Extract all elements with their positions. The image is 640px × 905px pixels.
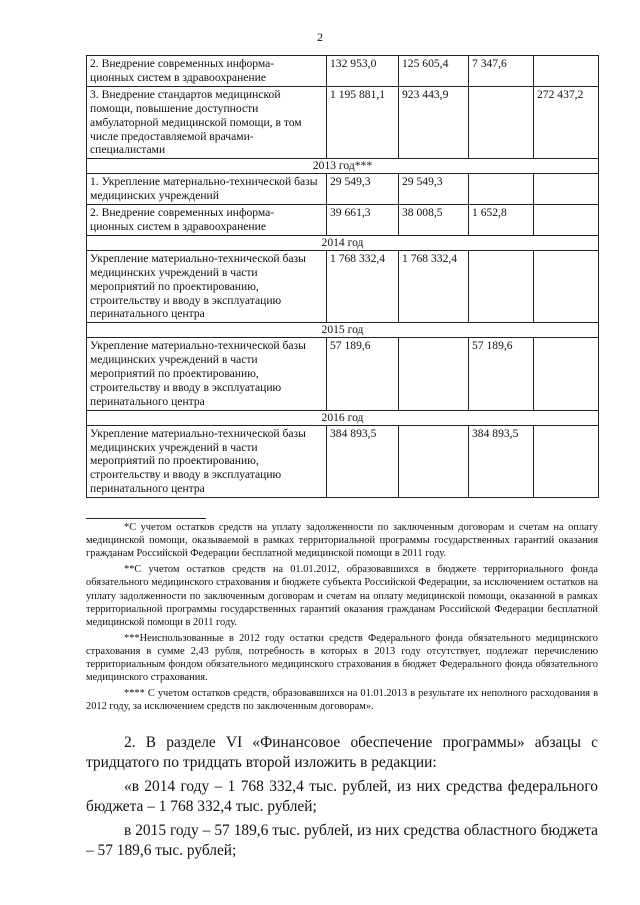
amount-cell (534, 174, 599, 205)
year-row (87, 410, 599, 425)
measure-name-cell: Укрепление материально-технической базы медицинских учреждений в части мероприятий по проектированию, строительству и вводу в эксплуатацию перинатального центра (87, 425, 327, 498)
amount-cell: 384 893,5 (327, 425, 399, 498)
year-heading: 2014 год (87, 235, 599, 250)
amount-cell (469, 250, 534, 323)
footnote-2: **С учетом остатков средств на 01.01.2012, образовавшихся в бюджете территориального фонда обязательного медицинского страхования и бюджете субъекта Российской Федерации, за исключением остатков на уплату задолженности по заключенным договорам и счетам на оплату медицинской помощи, оказанной в рамках территориальной программы государственных гарантий оказания гражданам Российской Федерации бесплатной медицинской помощи в 2011 году. (86, 564, 598, 628)
measure-name-cell: 1. Укрепление материально-технической базы медицинских учреждений (87, 174, 327, 205)
amount-cell: 57 189,6 (469, 338, 534, 411)
amount-cell: 923 443,9 (399, 86, 469, 159)
table-row (87, 425, 599, 498)
page-number: 2 (317, 30, 323, 44)
body-paragraph-3: в 2015 году – 57 189,6 тыс. рублей, из них средства областного бюджета – 57 189,6 тыс. рублей; (86, 822, 598, 860)
measure-name-cell: Укрепление материально-технической базы медицинских учреждений в части мероприятий по проектированию, строительству и вводу в эксплуатацию перинатального центра (87, 338, 327, 411)
table-row (87, 205, 599, 236)
amount-cell (534, 56, 599, 87)
amount-cell: 7 347,6 (469, 56, 534, 87)
year-heading: 2015 год (87, 323, 599, 338)
footnote-separator (86, 518, 206, 519)
body-paragraph-1: 2. В разделе VI «Финансовое обеспечение программы» абзацы с тридцатого по тридцать второй изложить в редакции: (86, 734, 598, 772)
amount-cell (469, 174, 534, 205)
amount-cell (469, 86, 534, 159)
amount-cell: 1 768 332,4 (327, 250, 399, 323)
amount-cell (534, 250, 599, 323)
amount-cell: 125 605,4 (399, 56, 469, 87)
footnotes (86, 518, 598, 717)
measure-name-cell: 2. Внедрение современных информа- ционных систем в здравоохранение (87, 56, 327, 87)
year-row (87, 323, 599, 338)
table-row (87, 250, 599, 323)
amount-cell: 29 549,3 (327, 174, 399, 205)
amount-cell (399, 425, 469, 498)
footnote-4: **** С учетом остатков средств, образовавшихся на 01.01.2013 в результате их неполного расходования в 2012 году, за исключением средств по заключенным договорам». (86, 688, 598, 713)
body-paragraph-2: «в 2014 году – 1 768 332,4 тыс. рублей, из них средства федерального бюджета – 1 768 332,4 тыс. рублей; (86, 778, 598, 816)
amount-cell: 1 652,8 (469, 205, 534, 236)
footnote-1: *С учетом остатков средств на уплату задолженности по заключенным договорам и счетам на оплату медицинской помощи, оказываемой в рамках территориальной программы государственных гарантий оказания гражданам Российской Федерации бесплатной медицинской помощи в 2011 году. (86, 522, 598, 560)
table-row (87, 174, 599, 205)
amount-cell: 39 661,3 (327, 205, 399, 236)
amount-cell: 1 195 881,1 (327, 86, 399, 159)
amount-cell: 38 008,5 (399, 205, 469, 236)
amount-cell (534, 425, 599, 498)
amount-cell: 29 549,3 (399, 174, 469, 205)
measure-name-cell: 3. Внедрение стандартов медицинской помощи, повышение доступности амбулаторной медицинской помощи, в том числе предоставляемой врачами-специалистами (87, 86, 327, 159)
measure-name-cell: Укрепление материально-технической базы медицинских учреждений в части мероприятий по проектированию, строительству и вводу в эксплуатацию перинатального центра (87, 250, 327, 323)
table-row (87, 338, 599, 411)
year-heading: 2013 год*** (87, 159, 599, 174)
amount-cell (399, 338, 469, 411)
amount-cell (534, 338, 599, 411)
amount-cell: 1 768 332,4 (399, 250, 469, 323)
table-row (87, 56, 599, 87)
measure-name-cell: 2. Внедрение современных информа- ционных систем в здравоохранение (87, 205, 327, 236)
funding-table (86, 55, 599, 498)
year-row (87, 235, 599, 250)
amount-cell: 272 437,2 (534, 86, 599, 159)
amount-cell: 132 953,0 (327, 56, 399, 87)
table-row (87, 86, 599, 159)
year-row (87, 159, 599, 174)
body-text (86, 733, 598, 865)
amount-cell: 57 189,6 (327, 338, 399, 411)
year-heading: 2016 год (87, 410, 599, 425)
footnote-3: ***Неиспользованные в 2012 году остатки средств Федерального фонда обязательного медицинского страхования в сумме 2,43 рубля, потребность в которых в 2013 году отсутствует, подлежат перечислению территориальным фондом обязательного медицинского страхования в бюджет Федерального фонда обязательного медицинского страхования. (86, 632, 598, 684)
amount-cell: 384 893,5 (469, 425, 534, 498)
amount-cell (534, 205, 599, 236)
